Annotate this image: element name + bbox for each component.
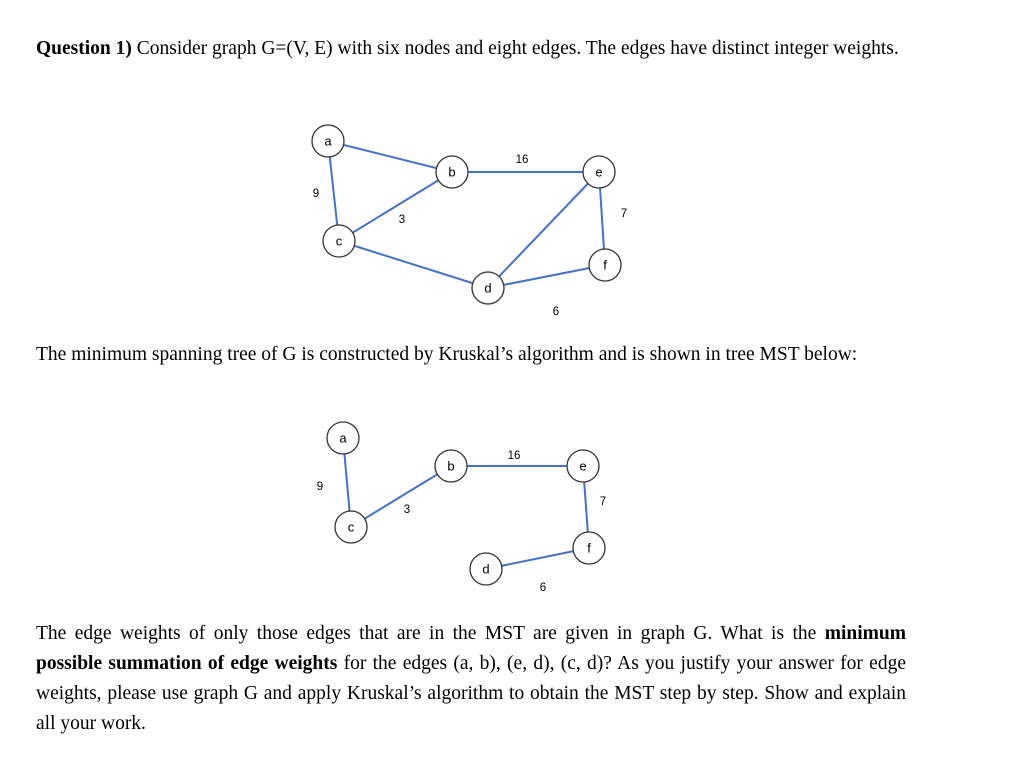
graph-mst [317,422,606,594]
mst-intro-paragraph: The minimum spanning tree of G is constructed by Kruskal’s algorithm and is shown in tree MST below: [36,344,858,365]
g-node-label-e: e [595,164,603,180]
g-weight-c-b: 3 [398,214,406,226]
mst-weight-d-f: 6 [539,582,547,594]
task-paragraph [36,619,906,739]
g-weight-b-e: 16 [515,154,529,166]
question-intro: Consider graph G=(V, E) with six nodes and eight edges. The edges have distinct integer weights. [131,38,899,59]
g-edge-c-b [339,172,452,241]
mst-edge-c-b [351,466,451,527]
g-node-label-a: a [324,133,332,149]
mst-node-label-e: e [579,458,587,474]
g-edge-a-b [328,141,452,172]
mst-weight-e-f: 7 [599,496,607,508]
g-weight-a-c: 9 [312,188,320,200]
mst-node-label-d: d [482,561,490,577]
mst-node-label-a: a [339,430,347,446]
mst-weight-a-c: 9 [316,481,324,493]
g-node-label-c: c [335,233,343,249]
g-edge-c-d [339,241,488,288]
task-bold: minimum possible summation of edge weights [36,623,906,674]
graph-g [312,125,627,318]
mst-node-label-f: f [587,540,591,556]
g-weight-e-f: 7 [620,208,628,220]
task-part2: for the edges (a, b), (e, d), (c, d)? As you justify your answer for edge weights, please use graph G and apply Kruskal’s algorithm to obtain the MST step by step. Show and explain all your work. [36,653,906,734]
question-heading: Question 1) [36,38,132,59]
g-node-label-b: b [448,164,456,180]
g-node-label-d: d [484,280,492,296]
mst-weight-b-e: 16 [507,450,521,462]
g-weight-d-f: 6 [552,306,560,318]
g-node-label-f: f [603,257,607,273]
task-part1: The edge weights of only those edges that are in the MST are given in graph G. What is the [36,623,825,644]
mst-node-label-b: b [447,458,455,474]
mst-node-label-c: c [347,519,355,535]
g-edge-e-d [488,172,599,288]
mst-weight-c-b: 3 [403,504,411,516]
